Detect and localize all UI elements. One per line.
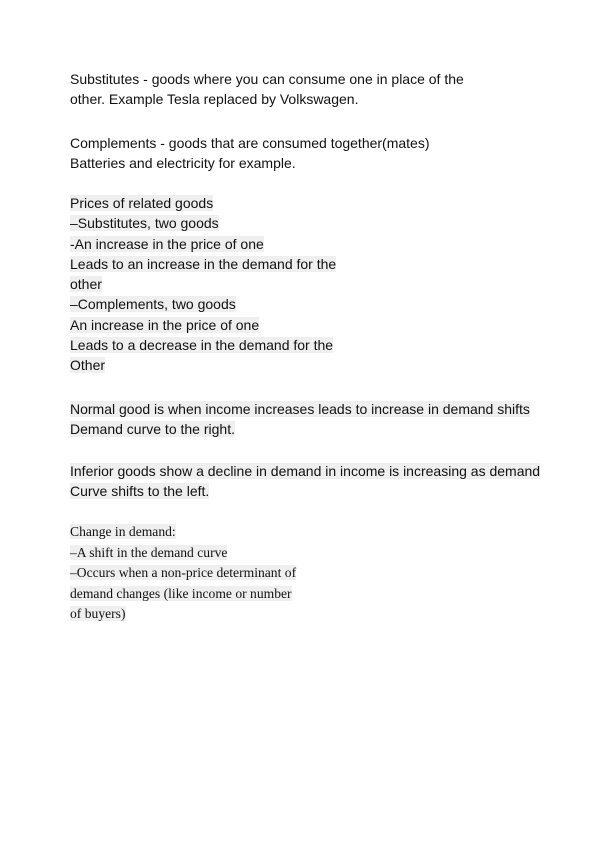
text-line: –Occurs when a non-price determinant of <box>70 565 297 580</box>
text-line: -An increase in the price of one <box>70 235 264 252</box>
text-line: –Substitutes, two goods <box>70 215 219 232</box>
text-line: Leads to an increase in the demand for the <box>70 255 337 272</box>
text-line: Inferior goods show a decline in demand in income is increasing as demand <box>70 463 541 479</box>
text-line: Prices of related goods <box>70 195 214 211</box>
text-line: Substitutes - goods where you can consume one in place of the <box>70 71 464 87</box>
text-line: other <box>70 276 102 293</box>
text-line: Normal good is when income increases leads to increase in demand shifts <box>70 401 530 417</box>
inferior-goods-paragraph <box>70 461 540 502</box>
text-line: Change in demand: <box>70 524 176 539</box>
text-line: Curve shifts to the left. <box>70 483 210 500</box>
text-line: Demand curve to the right. <box>70 421 235 438</box>
normal-good-paragraph <box>70 399 530 440</box>
text-line: Other <box>70 357 106 374</box>
text-line: demand changes (like income or number <box>70 585 292 601</box>
text-line: Leads to a decrease in the demand for the <box>70 337 334 354</box>
text-line: other. Example Tesla replaced by Volkswagen. <box>70 91 359 108</box>
text-line: –A shift in the demand curve <box>70 544 228 560</box>
related-goods-paragraph <box>70 193 336 376</box>
text-line: An increase in the price of one <box>70 316 260 333</box>
text-line: Batteries and electricity for example. <box>70 155 296 172</box>
change-in-demand-paragraph <box>70 522 296 625</box>
text-line: Complements - goods that are consumed together(mates) <box>70 135 430 151</box>
substitutes-paragraph <box>70 69 464 110</box>
text-line: of buyers) <box>70 606 126 621</box>
complements-paragraph <box>70 133 430 174</box>
text-line: –Complements, two goods <box>70 296 236 313</box>
